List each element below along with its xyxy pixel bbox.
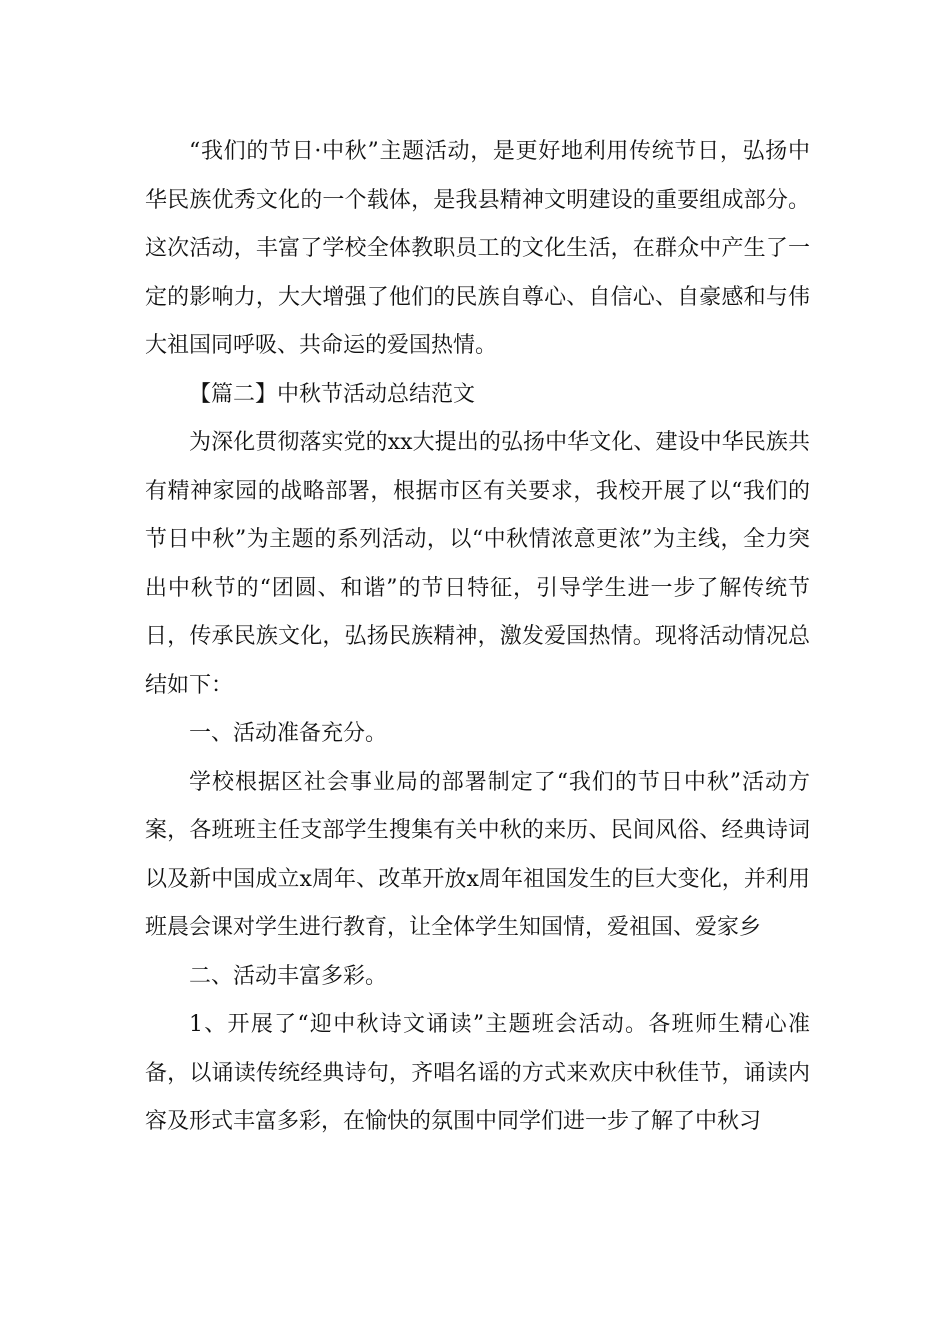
paragraph-background: 为深化贯彻落实党的xx大提出的弘扬中华文化、建设中华民族共有精神家园的战略部署，根据市区有关要求，我校开展了以“我们的节日中秋”为主题的系列活动，以“中秋情浓意更浓”为主线，全力突出中秋节的“团圆、和谐”的节日特征，引导学生进一步了解传统节日，传承民族文化，弘扬民族精神，激发爱国热情。现将活动情况总结如下： xyxy=(145,430,810,698)
subheading-preparation: 一、活动准备充分。 xyxy=(189,721,388,746)
paragraph-intro-summary: “我们的节日·中秋”主题活动，是更好地利用传统节日，弘扬中华民族优秀文化的一个载体，是我县精神文明建设的重要组成部分。这次活动，丰富了学校全体教职员工的文化生活，在群众中产生了一定的影响力，大大增强了他们的民族自尊心、自信心、自豪感和与伟大祖国同呼吸、共命运的爱国热情。 xyxy=(145,139,810,358)
paragraph-preparation: 学校根据区社会事业局的部署制定了“我们的节日中秋”活动方案，各班班主任支部学生搜集有关中秋的来历、民间风俗、经典诗词以及新中国成立x周年、改革开放x周年祖国发生的巨大变化，并利用班晨会课对学生进行教育，让全体学生知国情，爱祖国、爱家乡 xyxy=(145,769,810,940)
section-heading-part-two: 【篇二】中秋节活动总结范文 xyxy=(189,381,476,407)
subheading-activities: 二、活动丰富多彩。 xyxy=(189,963,388,989)
paragraph-activity-one: 1、开展了“迎中秋诗文诵读”主题班会活动。各班师生精心准备，以诵读传统经典诗句，齐唱名谣的方式来欢庆中秋佳节，诵读内容及形式丰富多彩，在愉快的氛围中同学们进一步了解了中秋习 xyxy=(145,1012,810,1134)
